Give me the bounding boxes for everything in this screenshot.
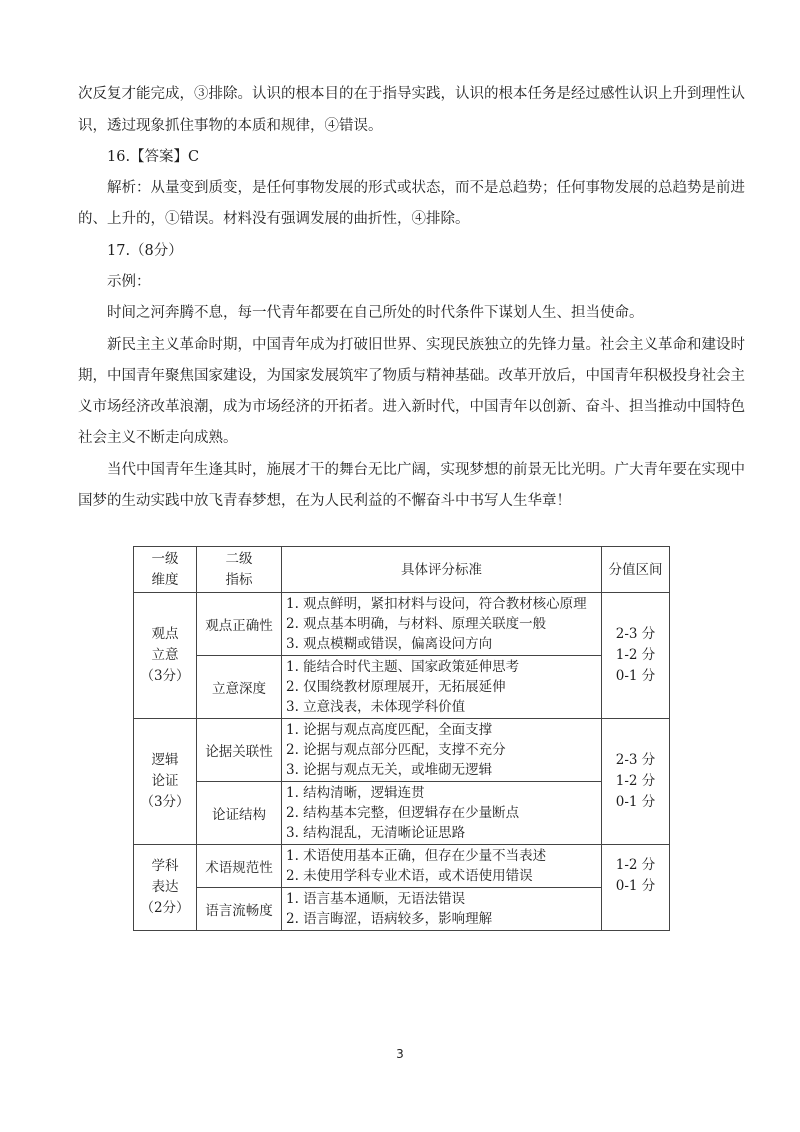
answer-16: 16.【答案】C — [107, 149, 200, 165]
header-text: 维度 — [151, 571, 179, 588]
dimension-text: 观点 — [151, 626, 179, 642]
header-level1 — [134, 547, 197, 593]
criteria-cell — [282, 719, 602, 782]
dimension-text: 学科 — [151, 858, 179, 874]
indicator-cell: 论据关联性 — [197, 719, 282, 782]
table-row — [134, 888, 670, 931]
score-cell — [602, 719, 670, 845]
paragraph-line: 新民主主义革命时期，中国青年成为打破旧世界、实现民族独立的先锋力量。社会主义革命和建设时 — [107, 337, 745, 353]
criteria-cell — [282, 845, 602, 888]
criteria-item: 1. 观点鲜明，紧扣材料与设问，符合教材核心原理 — [286, 596, 587, 612]
criteria-item: 3. 立意浅表，未体现学科价值 — [286, 699, 466, 715]
score-range: 2-3 分 — [615, 752, 656, 768]
score-cell — [602, 845, 670, 931]
indicator-cell: 术语规范性 — [197, 845, 282, 888]
table-row — [134, 656, 670, 719]
criteria-cell — [282, 888, 602, 931]
table-row — [134, 593, 670, 656]
dimension-cell — [134, 719, 197, 845]
criteria-item: 3. 结构混乱，无清晰论证思路 — [286, 825, 466, 841]
criteria-cell — [282, 782, 602, 845]
paragraph-line: 当代中国青年生逢其时，施展才干的舞台无比广阔，实现梦想的前景无比光明。广大青年要在实现中 — [107, 462, 745, 478]
criteria-item: 2. 语言晦涩，语病较多，影响理解 — [286, 911, 493, 927]
header-criteria: 具体评分标准 — [282, 547, 602, 593]
dimension-cell — [134, 593, 197, 719]
criteria-item: 1. 术语使用基本正确，但存在少量不当表述 — [286, 848, 547, 864]
table-header-row — [134, 547, 670, 593]
paragraph-line: 期，中国青年聚焦国家建设，为国家发展筑牢了物质与精神基础。改革开放后，中国青年积极投身社会主 — [78, 368, 745, 384]
score-range: 0-1 分 — [615, 878, 656, 894]
score-range: 1-2 分 — [615, 857, 656, 873]
indicator-cell: 论证结构 — [197, 782, 282, 845]
dimension-text: 论证 — [151, 773, 179, 789]
table-row — [134, 845, 670, 888]
criteria-item: 1. 能结合时代主题、国家政策延伸思考 — [286, 659, 520, 675]
criteria-item: 3. 论据与观点无关，或堆砌无逻辑 — [286, 762, 493, 778]
paragraph-line: 时间之河奔腾不息，每一代青年都要在自己所处的时代条件下谋划人生、担当使命。 — [107, 305, 644, 321]
criteria-item: 1. 论据与观点高度匹配，全面支撑 — [286, 722, 493, 738]
dimension-points: （3分） — [140, 794, 190, 810]
header-text: 指标 — [225, 571, 253, 588]
paragraph-line: 国梦的生动实践中放飞青春梦想，在为人民利益的不懈奋斗中书写人生华章！ — [78, 493, 571, 509]
criteria-cell — [282, 593, 602, 656]
score-range: 0-1 分 — [615, 794, 656, 810]
table-row — [134, 719, 670, 782]
criteria-item: 2. 结构基本完整，但逻辑存在少量断点 — [286, 805, 520, 821]
dimension-points: （2分） — [140, 900, 190, 916]
criteria-item: 1. 语言基本通顺，无语法错误 — [286, 891, 466, 907]
header-text: 二级 — [225, 550, 253, 567]
score-range: 2-3 分 — [615, 626, 656, 642]
criteria-item: 2. 未使用学科专业术语，或术语使用错误 — [286, 868, 533, 884]
dimension-text: 逻辑 — [151, 752, 179, 768]
table-row — [134, 782, 670, 845]
score-range: 0-1 分 — [615, 668, 656, 684]
criteria-item: 1. 结构清晰，逻辑连贯 — [286, 785, 425, 801]
criteria-item: 2. 观点基本明确，与材料、原理关联度一般 — [286, 616, 547, 632]
criteria-item: 2. 论据与观点部分匹配，支撑不充分 — [286, 742, 506, 758]
header-level2 — [197, 547, 282, 593]
indicator-cell: 观点正确性 — [197, 593, 282, 656]
paragraph-line: 识，透过现象抓住事物的本质和规律，④错误。 — [78, 118, 383, 134]
paragraph-line: 的、上升的，①错误。材料没有强调发展的曲折性，④排除。 — [78, 211, 470, 227]
dimension-points: （3分） — [140, 668, 190, 684]
criteria-item: 3. 观点模糊或错误，偏离设问方向 — [286, 636, 493, 652]
paragraph-line: 义市场经济改革浪潮，成为市场经济的开拓者。进入新时代，中国青年以创新、奋斗、担当推动中国特色 — [78, 399, 745, 415]
criteria-cell — [282, 656, 602, 719]
score-cell — [602, 593, 670, 719]
paragraph-line: 次反复才能完成，③排除。认识的根本目的在于指导实践，认识的根本任务是经过感性认识上升到理性认 — [78, 86, 745, 102]
example-label: 示例： — [107, 274, 151, 290]
rubric-table — [133, 546, 670, 931]
header-score: 分值区间 — [602, 547, 670, 593]
question-17-title: 17.（8分） — [107, 243, 183, 259]
score-range: 1-2 分 — [615, 647, 656, 663]
indicator-cell: 语言流畅度 — [197, 888, 282, 931]
page-number: 3 — [396, 1047, 404, 1061]
header-text: 一级 — [151, 550, 179, 567]
dimension-text: 表达 — [151, 879, 179, 895]
dimension-cell — [134, 845, 197, 931]
dimension-text: 立意 — [151, 647, 179, 663]
paragraph-line: 解析：从量变到质变，是任何事物发展的形式或状态，而不是总趋势；任何事物发展的总趋势是前进 — [107, 180, 745, 196]
score-range: 1-2 分 — [615, 773, 656, 789]
criteria-item: 2. 仅围绕教材原理展开，无拓展延伸 — [286, 679, 506, 695]
paragraph-line: 社会主义不断走向成熟。 — [78, 430, 238, 446]
indicator-cell: 立意深度 — [197, 656, 282, 719]
